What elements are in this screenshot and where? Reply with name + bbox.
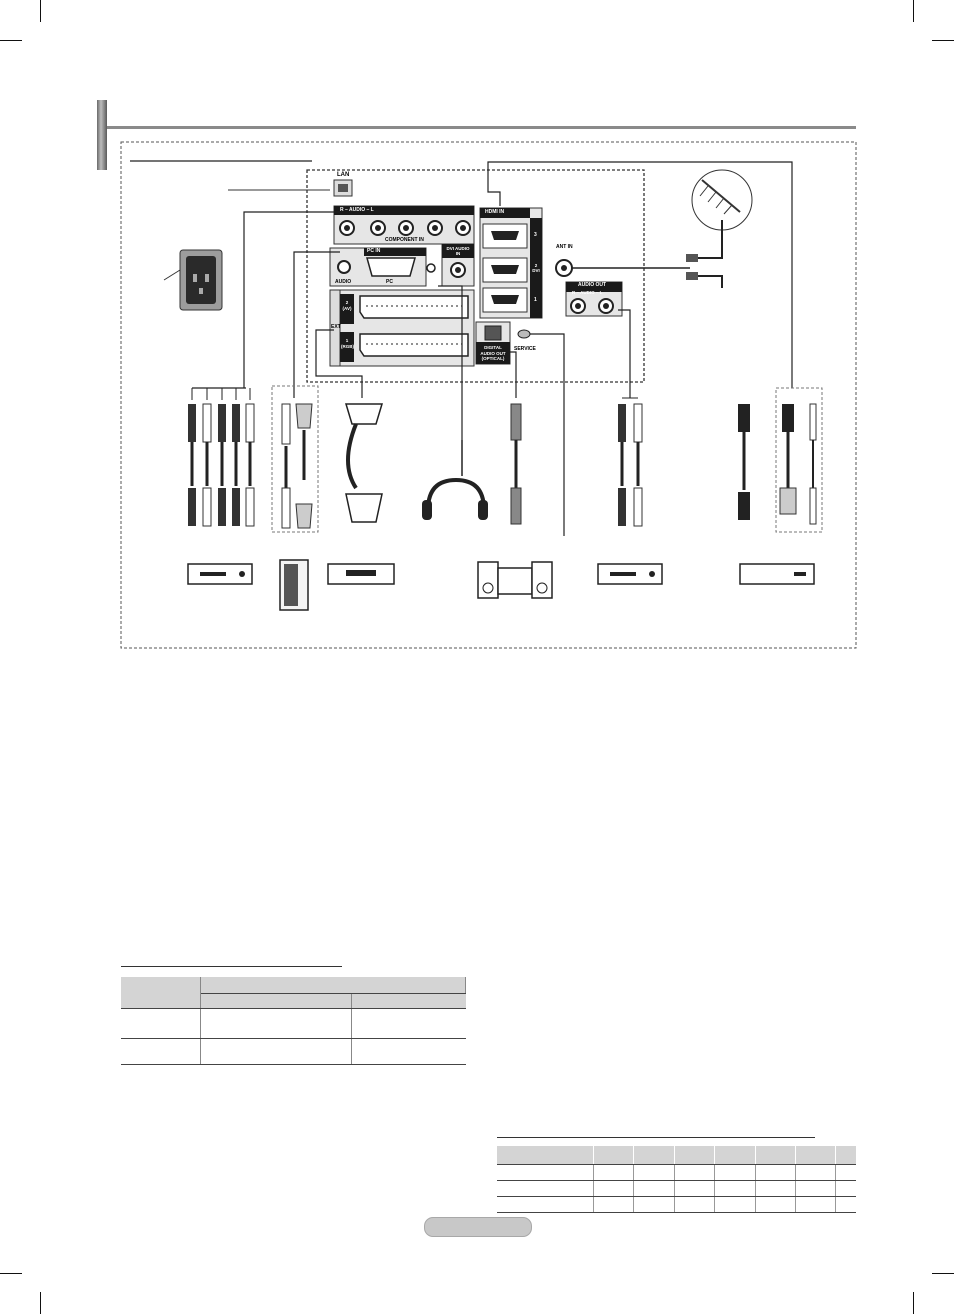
table1-cell (352, 1039, 466, 1065)
table2-cell (755, 1180, 795, 1196)
table2-header-cell (594, 1146, 634, 1164)
table2-cell (497, 1196, 594, 1212)
crop-mark (932, 1273, 954, 1274)
table2-cell (795, 1164, 835, 1180)
audio-label: R – AUDIO – L (340, 207, 374, 213)
ext-1-label: 1 (RGB) (341, 338, 354, 349)
ext-2-label: 2 (AV) (342, 300, 352, 311)
table2-cell (836, 1164, 856, 1180)
pc-cable-icon (282, 404, 312, 528)
lan-port-icon (334, 180, 352, 196)
table2-cell (634, 1164, 674, 1180)
table-2 (497, 1146, 856, 1213)
table1-heading-rule (121, 966, 342, 967)
table1-header-cell (352, 994, 466, 1009)
table2-cell (755, 1196, 795, 1212)
crop-mark (913, 1292, 914, 1314)
audio-out-cable-icon (618, 398, 642, 526)
table2-cell (634, 1180, 674, 1196)
hdmi-1-label: 1 (534, 297, 537, 303)
table2-cell (594, 1164, 634, 1180)
table2-cell (836, 1180, 856, 1196)
dvd-player-icon (328, 564, 394, 584)
hdmi-3-label: 3 (534, 232, 537, 238)
scart-cable-icon (346, 404, 382, 522)
table2-cell (836, 1196, 856, 1212)
table2-cell (674, 1196, 714, 1212)
hdmi-2-label: 2 DVI (532, 263, 540, 273)
table2-cell (715, 1164, 755, 1180)
service-label: SERVICE (514, 346, 536, 352)
vcr-icon (188, 564, 252, 584)
audio-out-label: AUDIO OUT (578, 282, 607, 288)
table2-header-cell (795, 1146, 835, 1164)
table1-cell (121, 1039, 201, 1065)
component-in-label: COMPONENT IN (385, 237, 424, 243)
table2-cell (594, 1180, 634, 1196)
table1-cell (201, 1039, 352, 1065)
table2-header-cell (497, 1146, 594, 1164)
crop-mark (0, 1273, 22, 1274)
table2-header-cell (674, 1146, 714, 1164)
table1-header-cell (201, 994, 352, 1009)
pc-in-label: PC IN (367, 248, 381, 254)
digital-audio-out-label: DIGITAL AUDIO OUT (OPTICAL) (480, 345, 506, 361)
table2-cell (715, 1196, 755, 1212)
table1-header-cell (121, 977, 201, 1009)
table2-header-cell (755, 1146, 795, 1164)
table2-cell (594, 1196, 634, 1212)
table1-cell (352, 1009, 466, 1039)
table2-cell (497, 1164, 594, 1180)
audio-out-sub-label: R – AUDIO – L (572, 290, 603, 295)
pc-label: PC (386, 279, 393, 285)
hdmi-cable-icon (738, 404, 816, 524)
table2-header-cell (634, 1146, 674, 1164)
page-number-pill (424, 1217, 532, 1237)
set-top-box-icon (740, 564, 814, 584)
table2-cell (634, 1196, 674, 1212)
crop-mark (40, 1292, 41, 1314)
table2-heading-rule (497, 1137, 815, 1138)
table1-cell (121, 1009, 201, 1039)
component-cable-icon (188, 388, 254, 526)
table1-header-cell (201, 977, 466, 994)
table1-cell (201, 1009, 352, 1039)
ext-label: EXT (331, 324, 341, 330)
dvi-audio-in-label: DVI AUDIO IN (446, 246, 470, 256)
table2-cell (755, 1164, 795, 1180)
table2-cell (795, 1180, 835, 1196)
audio-system-icon (478, 562, 552, 598)
headphones-icon (422, 440, 488, 520)
table2-cell (674, 1180, 714, 1196)
pc-tower-icon (280, 560, 308, 610)
table-1 (121, 977, 466, 1065)
lan-label: LAN (337, 172, 350, 178)
power-socket-icon (164, 250, 222, 310)
vcr2-icon (598, 564, 662, 584)
optical-cable-icon (511, 404, 521, 524)
pc-audio-label: AUDIO (335, 279, 352, 285)
table2-cell (795, 1196, 835, 1212)
hdmi-in-label: HDMI IN (485, 209, 505, 215)
table2-cell (715, 1180, 755, 1196)
table2-header-cell (715, 1146, 755, 1164)
table2-header-cell (836, 1146, 856, 1164)
table2-cell (497, 1180, 594, 1196)
table2-cell (674, 1164, 714, 1180)
ant-in-label: ANT IN (556, 244, 573, 250)
